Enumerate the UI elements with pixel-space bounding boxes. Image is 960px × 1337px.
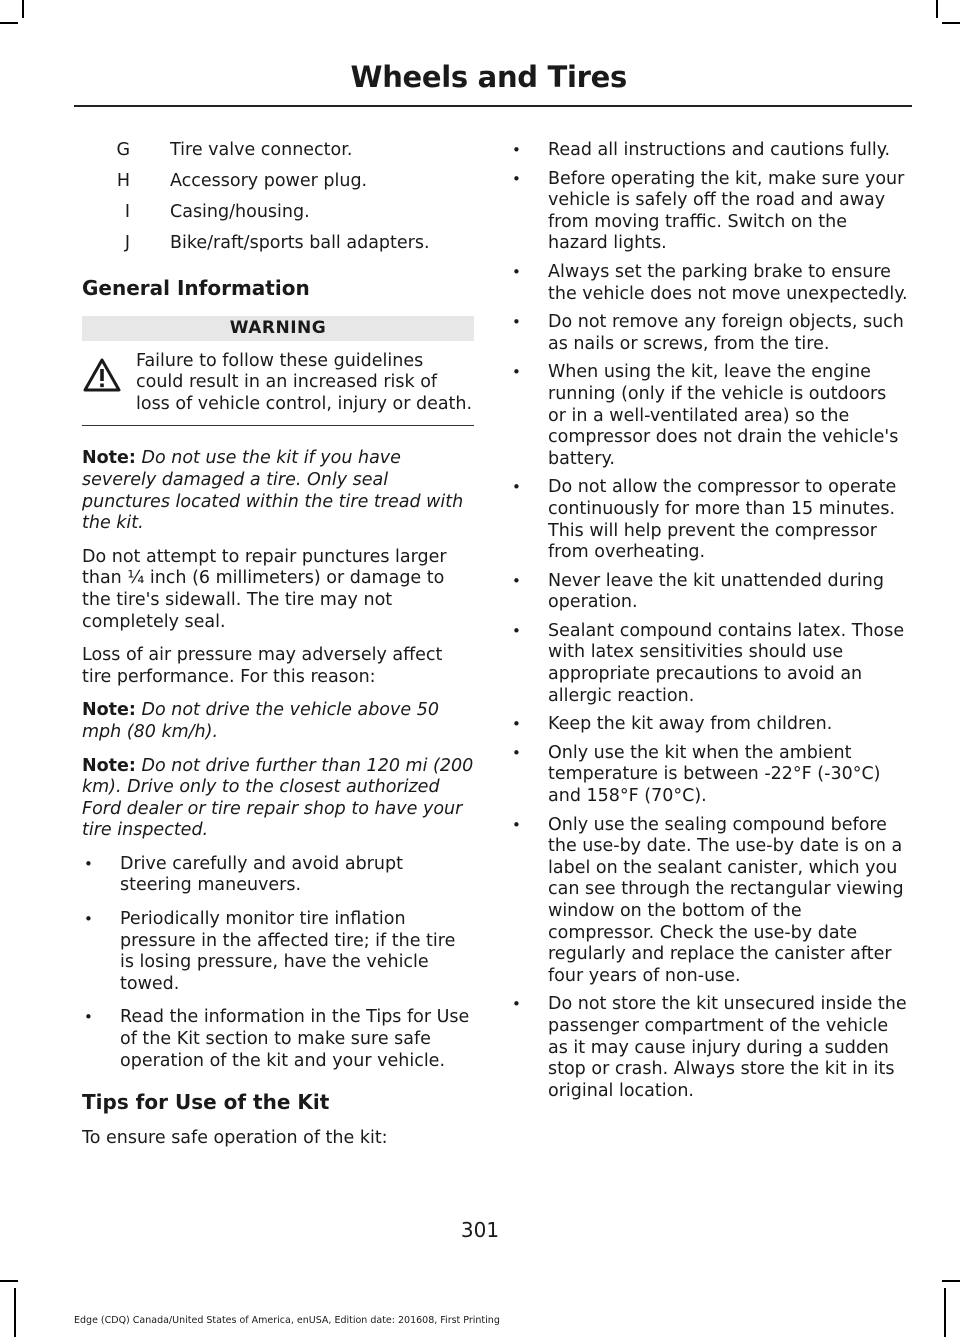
crop-mark xyxy=(14,1288,16,1337)
page-number: 301 xyxy=(460,1218,500,1242)
warning-triangle-icon xyxy=(82,351,136,416)
list-item: • Do not remove any foreign objects, such as nails or screws, from the tire. xyxy=(510,312,908,355)
section-heading-general: General Information xyxy=(82,276,310,300)
note-label: Note: xyxy=(82,448,136,469)
list-item: • Always set the parking brake to ensure the vehicle does not move unexpectedly. xyxy=(510,262,908,305)
legend-item xyxy=(82,140,474,171)
legend-text: Bike/raft/sports ball adapters. xyxy=(170,233,430,253)
legend-text: Casing/housing. xyxy=(170,202,310,222)
note-text: Do not drive further than 120 mi (200 km). Drive only to the closest authorized Ford dealer or tire repair shop to have your tire inspected. xyxy=(82,755,474,841)
tips-bullet-list xyxy=(510,140,908,1102)
list-item: • Read the information in the Tips for Use of the Kit section to make sure safe operation of the kit and your vehicle. xyxy=(82,1007,474,1072)
warning-box xyxy=(82,316,474,427)
legend-key: I xyxy=(124,202,130,222)
page-title: Wheels and Tires xyxy=(350,60,627,94)
paragraph-air-pressure: Loss of air pressure may adversely affect tire performance. For this reason: xyxy=(82,645,443,687)
legend-item xyxy=(82,171,474,202)
list-item: • Keep the kit away from children. xyxy=(510,714,908,736)
left-column xyxy=(82,140,474,1149)
section-heading-tips: Tips for Use of the Kit xyxy=(82,1090,330,1115)
list-item: • Read all instructions and cautions fully. xyxy=(510,140,908,162)
list-item: • Before operating the kit, make sure your vehicle is safely off the road and away from moving traffic. Switch on the hazard lights. xyxy=(510,169,908,255)
header-divider xyxy=(74,105,912,107)
crop-mark xyxy=(942,1280,960,1282)
note-text: Do not use the kit if you have severely damaged a tire. Only seal punctures located within the tire tread with the kit. xyxy=(82,448,464,534)
crop-mark xyxy=(0,22,18,24)
warning-body xyxy=(82,351,474,416)
warning-title: WARNING xyxy=(82,316,474,341)
list-item: • Never leave the kit unattended during operation. xyxy=(510,571,908,614)
crop-mark xyxy=(0,1280,18,1282)
crop-mark xyxy=(942,22,960,24)
list-item: • Only use the sealing compound before the use-by date. The use-by date is on a label on the sealant canister, which you can see through the rectangular viewing window on the bottom of the compressor. Check the use-by date regularly and replace the canister after four years of non-use. xyxy=(510,815,908,988)
paragraph-puncture-size: Do not attempt to repair punctures larger than ¼ inch (6 millimeters) or damage to the tire's sidewall. The tire may not completely seal. xyxy=(82,546,447,632)
legend-text: Accessory power plug. xyxy=(170,171,368,191)
legend-text: Tire valve connector. xyxy=(170,140,353,160)
crop-mark xyxy=(944,1288,946,1337)
note-text: Do not drive the vehicle above 50 mph (80 km/h). xyxy=(82,700,439,742)
paragraph-tips-intro: To ensure safe operation of the kit: xyxy=(82,1127,388,1148)
list-item: • When using the kit, leave the engine running (only if the vehicle is outdoors or in a well-ventilated area) so the compressor does not drain the vehicle's battery. xyxy=(510,362,908,470)
legend-key: J xyxy=(124,233,130,253)
warning-text: Failure to follow these guidelines could result in an increased risk of loss of vehicle control, injury or death. xyxy=(136,350,473,414)
note-distance-limit xyxy=(82,756,474,842)
legend-key: G xyxy=(116,140,130,160)
legend-key: H xyxy=(116,171,130,191)
list-item: • Sealant compound contains latex. Those with latex sensitivities should use appropriate precautions to avoid an allergic reaction. xyxy=(510,621,908,707)
note-severe-damage xyxy=(82,448,474,534)
list-item: • Only use the kit when the ambient temperature is between -22°F (-30°C) and 158°F (70°C). xyxy=(510,743,908,808)
edition-footer: Edge (CDQ) Canada/United States of America, enUSA, Edition date: 201608, First Printing xyxy=(74,1315,500,1326)
note-label: Note: xyxy=(82,700,136,721)
note-label: Note: xyxy=(82,755,136,776)
general-bullet-list xyxy=(82,854,474,1072)
legend-item xyxy=(82,202,474,233)
legend-list xyxy=(82,140,474,264)
note-speed-limit xyxy=(82,700,474,743)
list-item: • Do not store the kit unsecured inside the passenger compartment of the vehicle as it may cause injury during a sudden stop or crash. Always store the kit in its original location. xyxy=(510,994,908,1102)
legend-item xyxy=(82,233,474,264)
list-item: • Drive carefully and avoid abrupt steering maneuvers. xyxy=(82,854,474,897)
list-item: • Do not allow the compressor to operate continuously for more than 15 minutes. This will help prevent the compressor from overheating. xyxy=(510,477,908,563)
right-column xyxy=(510,140,908,1109)
crop-mark xyxy=(22,0,24,18)
crop-mark xyxy=(936,0,938,18)
list-item: • Periodically monitor tire inflation pressure in the affected tire; if the tire is losing pressure, have the vehicle towed. xyxy=(82,909,474,995)
